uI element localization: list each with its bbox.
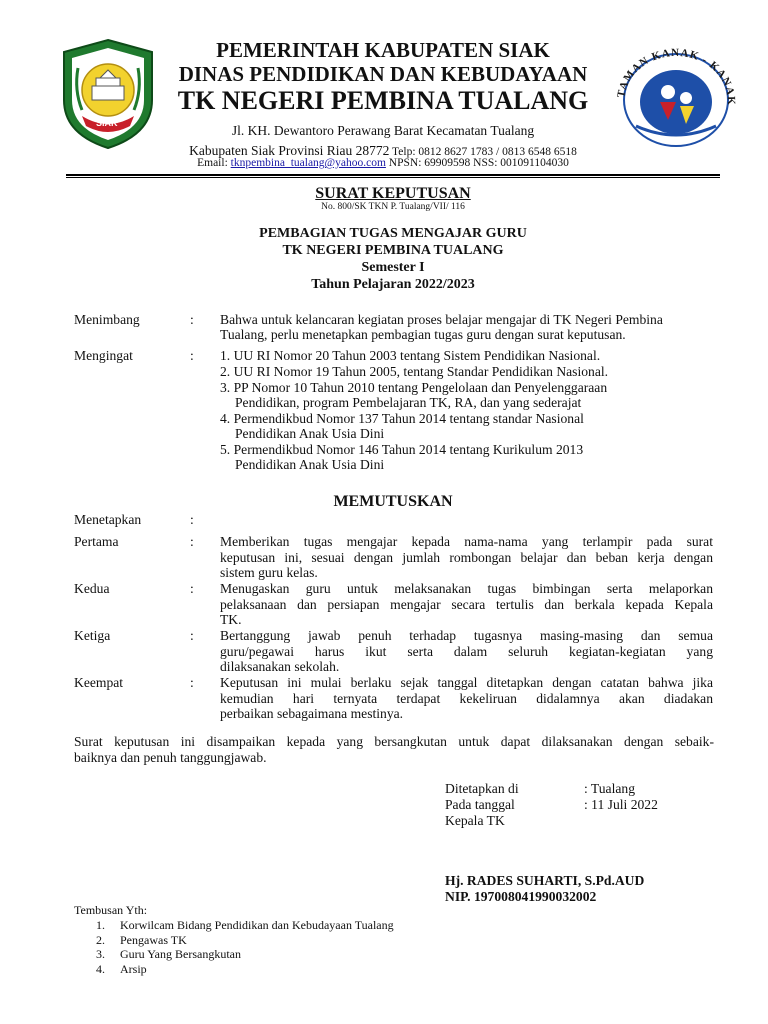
- contact-line: [160, 157, 606, 169]
- ditetapkan-label: Ditetapkan di: [445, 781, 519, 796]
- menimbang-text-1: Bahwa untuk kelancaran kegiatan proses belajar mengajar di TK Negeri Pembina: [220, 312, 663, 327]
- closing-line: baiknya dan penuh tanggungjawab.: [74, 749, 267, 765]
- pertama-line: keputusan ini, sesuai dengan jumlah rombongan belajar dan beban kerja dengan: [220, 549, 713, 565]
- ketiga-line: dilaksanakan sekolah.: [220, 659, 340, 674]
- npsn-nss: NPSN: 69909598 NSS: 001091104030: [385, 157, 569, 169]
- decree-subject-2: TK NEGERI PEMBINA TUALANG: [282, 243, 504, 258]
- mengingat-item: 4. Permendikbud Nomor 137 Tahun 2014 tentang standar Nasional: [220, 411, 584, 426]
- menetapkan-colon: :: [190, 512, 194, 527]
- decree-heading-wrap: [0, 183, 768, 203]
- tanggal-label: Pada tanggal: [445, 797, 515, 812]
- pertama-text: [220, 534, 713, 581]
- keempat-text: [220, 675, 713, 722]
- keempat-label: Keempat: [74, 675, 124, 690]
- keempat-line: perbaikan sebagaimana mestinya.: [220, 706, 404, 721]
- kedua-line: TK.: [220, 612, 242, 627]
- address-phone: Telp: 0812 8627 1783 / 0813 6548 6518: [389, 146, 577, 158]
- pertama-colon: :: [190, 534, 194, 549]
- mengingat-label: Mengingat: [74, 348, 133, 363]
- mengingat-item-continued: Pendidikan, program Pembelajaran TK, RA, dan yang sederajat: [235, 395, 582, 410]
- tanggal-value: : 11 Juli 2022: [584, 797, 658, 812]
- letterhead-rule-thick: [66, 174, 720, 176]
- pertama-line: Memberikan tugas mengajar kepada nama-nama yang terlampir pada surat: [220, 534, 713, 549]
- svg-text:TAMAN KANAK - KANAK: [615, 47, 737, 106]
- decree-number: No. 800/SK TKN P. Tualang/VII/ 116: [321, 202, 465, 212]
- tembusan-text: Pengawas TK: [120, 932, 187, 947]
- mengingat-colon: :: [190, 348, 194, 363]
- kepala-role: Kepala TK: [445, 813, 505, 828]
- email-label: Email:: [197, 157, 231, 169]
- school-title: TK NEGERI PEMBINA TUALANG: [177, 86, 589, 115]
- menimbang-colon: :: [190, 312, 194, 327]
- taman-kanak-kanak-text: TAMAN KANAK - KANAK: [615, 46, 738, 106]
- kedua-line: Menugaskan guru untuk melaksanakan tugas bimbingan serta melaporkan: [220, 581, 713, 596]
- tembusan-number: 2.: [96, 932, 105, 947]
- kedua-colon: :: [190, 581, 194, 596]
- decree-heading: SURAT KEPUTUSAN: [315, 185, 471, 202]
- pertama-label: Pertama: [74, 534, 119, 549]
- gov-title: PEMERINTAH KABUPATEN SIAK: [216, 38, 550, 62]
- decree-semester: Semester I: [361, 260, 425, 275]
- tembusan-number: 1.: [96, 918, 105, 932]
- tembusan-item: [96, 918, 394, 933]
- keempat-line: Keputusan ini mulai berlaku sejak tanggal ditetapkan dengan catatan bahwa jika: [220, 675, 713, 690]
- signatory-name: Hj. RADES SUHARTI, S.Pd.AUD: [445, 873, 645, 888]
- signatory-nip: NIP. 197008041990032002: [445, 889, 597, 904]
- tembusan-number: 4.: [96, 961, 105, 976]
- tembusan-list: [96, 918, 394, 976]
- tembusan-text: Korwilcam Bidang Pendidikan dan Kebudayaan Tualang: [120, 918, 394, 932]
- tembusan-item: [96, 947, 394, 962]
- mengingat-item: 5. Permendikbud Nomor 146 Tahun 2014 tentang Kurikulum 2013: [220, 442, 584, 457]
- decree-school-year: Tahun Pelajaran 2022/2023: [311, 277, 475, 292]
- ketiga-label: Ketiga: [74, 628, 111, 643]
- ketiga-text: [220, 628, 713, 675]
- mengingat-item-continued: Pendidikan Anak Usia Dini: [235, 457, 385, 472]
- tembusan-text: Arsip: [120, 961, 147, 976]
- ditetapkan-value: : Tualang: [584, 781, 635, 796]
- menimbang-text-2: Tualang, perlu menetapkan pembagian tugas guru dengan surat keputusan.: [220, 327, 626, 342]
- tembusan-text: Guru Yang Bersangkutan: [120, 947, 241, 961]
- decree-subject-1: PEMBAGIAN TUGAS MENGAJAR GURU: [259, 226, 527, 241]
- letterhead-rule-thin: [66, 177, 720, 178]
- tembusan-item: [96, 962, 394, 977]
- department-title: DINAS PENDIDIKAN DAN KEBUDAYAAN: [178, 62, 588, 86]
- mengingat-item: 2. UU RI Nomor 19 Tahun 2005, tentang Standar Pendidikan Nasional.: [220, 364, 609, 379]
- mengingat-item: 1. UU RI Nomor 20 Tahun 2003 tentang Sistem Pendidikan Nasional.: [220, 348, 601, 363]
- address-line-1: Jl. KH. Dewantoro Perawang Barat Kecamatan Tualang: [231, 123, 535, 138]
- mengingat-item: 3. PP Nomor 10 Tahun 2010 tentang Pengelolaan dan Penyelenggaraan: [220, 380, 608, 395]
- tembusan-number: 3.: [96, 947, 105, 961]
- taman-kanak-kanak-logo: [606, 40, 746, 148]
- kedua-text: [220, 581, 713, 628]
- ketiga-line: guru/pegawai harus ikut serta dalam seluruh kegiatan-kegiatan yang: [220, 643, 713, 659]
- kedua-line: pelaksanaan dan persiapan mengajar secara tertulis dan berkala kepada Kepala: [220, 596, 713, 612]
- siak-logo-text: SIAK: [96, 118, 118, 128]
- menetapkan-label: Menetapkan: [74, 512, 142, 527]
- keempat-colon: :: [190, 675, 194, 690]
- keempat-line: kemudian hari ternyata terdapat kekeliruan didalamnya akan diadakan: [220, 690, 713, 706]
- ketiga-colon: :: [190, 628, 194, 643]
- tembusan-label: Tembusan Yth:: [74, 903, 148, 917]
- address-region: Kabupaten Siak Provinsi Riau 28772: [189, 143, 390, 158]
- memutuskan-heading: MEMUTUSKAN: [333, 493, 453, 510]
- siak-emblem-logo: [60, 38, 156, 150]
- closing-line: Surat keputusan ini disampaikan kepada yang bersangkutan untuk dapat dilaksanakan dengan sebaik-: [74, 734, 714, 749]
- mengingat-item-continued: Pendidikan Anak Usia Dini: [235, 426, 385, 441]
- pertama-line: sistem guru kelas.: [220, 565, 318, 580]
- email-link[interactable]: tknpembina_tualang@yahoo.com: [230, 157, 386, 169]
- kedua-label: Kedua: [74, 581, 110, 596]
- ketiga-line: Bertanggung jawab penuh terhadap tugasnya masing-masing dan semua: [220, 628, 713, 643]
- tembusan-item: [96, 933, 394, 948]
- menimbang-label: Menimbang: [74, 312, 140, 327]
- closing-paragraph: [74, 734, 714, 765]
